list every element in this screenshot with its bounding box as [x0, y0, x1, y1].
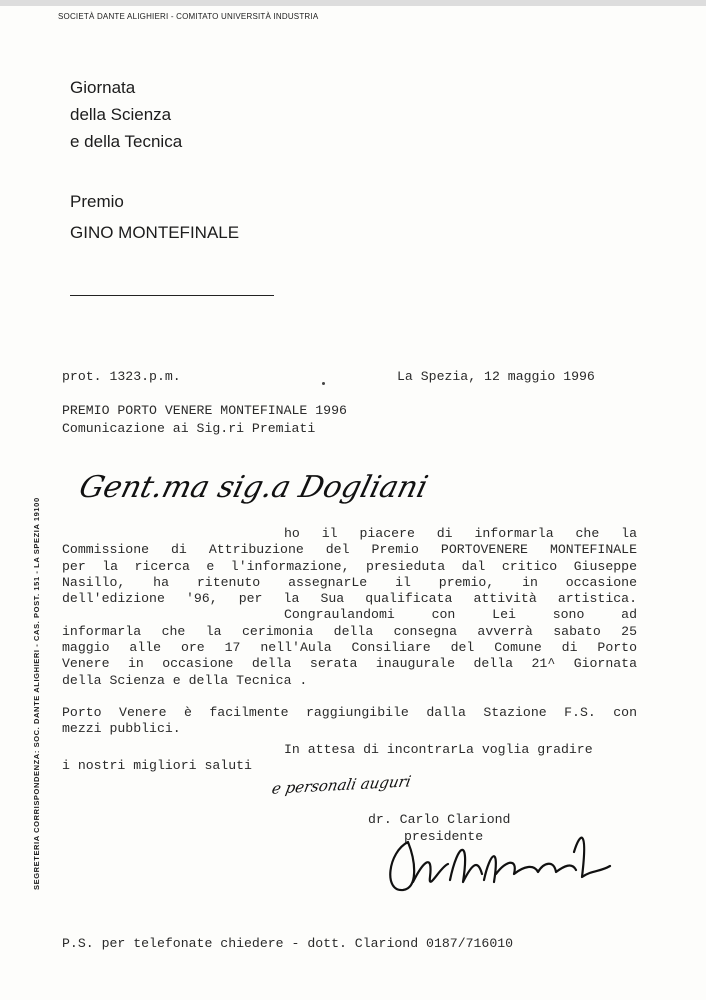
body-p2-line-4: Venere in occasione della serata inaugurale della 21^ Giornata — [62, 656, 637, 672]
handwritten-addressee: Gent.ma sig.a Dogliani — [75, 470, 432, 505]
ink-dot — [322, 382, 325, 385]
prize-title — [70, 186, 239, 248]
subject-line-2: Comunicazione ai Sig.ri Premiati — [62, 421, 316, 436]
page-top-edge — [0, 0, 706, 6]
body-p4-line-1: In attesa di incontrarLa voglia gradire — [284, 741, 593, 757]
signatory-role: presidente — [404, 829, 484, 844]
place-date: La Spezia, 12 maggio 1996 — [397, 369, 595, 384]
body-p2-line-5: della Scienza e della Tecnica . — [62, 672, 308, 688]
body-p1-line-5: dell'edizione '96, per la Sua qualificata attività artistica. — [62, 591, 637, 607]
body-p1-line-2: Commissione di Attribuzione del Premio PORTOVENERE MONTEFINALE — [62, 542, 637, 558]
body-p2-line-2: informarla che la cerimonia della consegna avverrà sabato 25 — [62, 623, 637, 639]
handwritten-signature — [378, 822, 618, 902]
letterhead-top-line: SOCIETÀ DANTE ALIGHIERI - COMITATO UNIVERSITÀ INDUSTRIA — [58, 12, 319, 21]
postscript: P.S. per telefonate chiedere - dott. Clariond 0187/716010 — [62, 936, 514, 951]
body-p1-line-1: ho il piacere di informarla che la — [284, 526, 637, 541]
body-p1-line-3: per la ricerca e l'informazione, presieduta dal critico Giuseppe — [62, 558, 637, 574]
letterhead-side-strip: SEGRETERIA CORRISPONDENZA: SOC. DANTE ALIGHIERI - CAS. POST. 151 - LA SPEZIA 19100 — [32, 497, 41, 890]
letter-body — [62, 526, 637, 774]
event-title-line-2: della Scienza — [70, 105, 172, 124]
paragraph-gap — [62, 689, 637, 705]
letterhead-rule — [70, 295, 274, 296]
protocol-number: prot. 1323.p.m. — [62, 369, 181, 384]
body-p3-line-1: Porto Venere è facilmente raggiungibile dalla Stazione F.S. con — [62, 704, 637, 720]
event-title-line-1: Giornata — [70, 78, 136, 97]
body-p4-line-2: i nostri migliori saluti — [62, 757, 252, 773]
body-p1-line-4: Nasillo, ha ritenuto assegnarLe il premio, in occasione — [62, 574, 637, 590]
prize-name: GINO MONTEFINALE — [70, 223, 240, 242]
handwritten-closing: e personali auguri — [270, 772, 413, 798]
body-p2-line-3: maggio alle ore 17 nell'Aula Consiliare del Comune di Porto — [62, 640, 637, 656]
event-title-line-3: e della Tecnica — [70, 132, 183, 151]
signatory-name: dr. Carlo Clariond — [368, 812, 511, 827]
body-p2-line-1: Congraulandomi con Lei sono ad — [284, 607, 637, 623]
prize-label: Premio — [70, 192, 124, 211]
event-title — [70, 74, 182, 155]
subject-line-1: PREMIO PORTO VENERE MONTEFINALE 1996 — [62, 403, 347, 418]
body-p3-line-2: mezzi pubblici. — [62, 721, 181, 737]
